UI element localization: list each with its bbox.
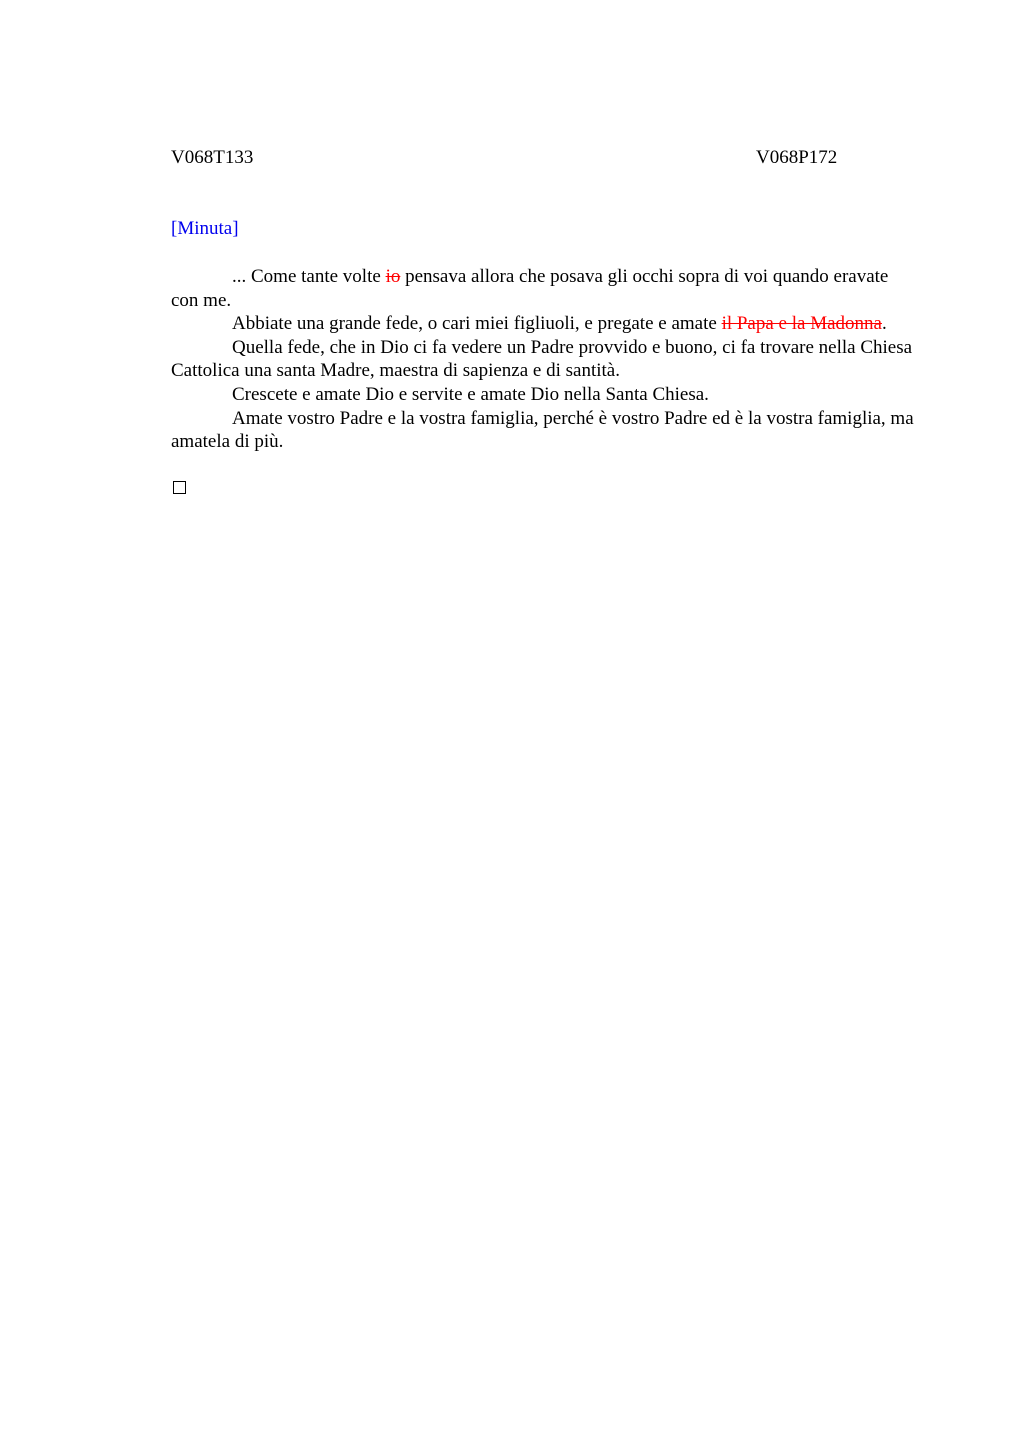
empty-square-icon — [173, 481, 186, 494]
paragraph-1 — [171, 265, 916, 312]
paragraph-2-text-before: Abbiate una grande fede, o cari miei figliuoli, e pregate e amate — [232, 313, 722, 335]
paragraph-2-deletion: il Papa e la Madonna — [721, 313, 882, 335]
minuta-label: [Minuta] — [171, 218, 239, 239]
paragraph-2 — [171, 312, 916, 336]
paragraph-4: Crescete e amate Dio e servite e amate Dio nella Santa Chiesa. — [232, 383, 709, 405]
paragraph-1-text-before: ... Come tante volte — [232, 266, 386, 287]
document-page — [171, 146, 916, 494]
paragraph-1-text-after: pensava allora che posava gli occhi sopra di voi quando eravate con me. — [171, 266, 889, 311]
paragraph-1-deletion: io — [385, 266, 401, 287]
paragraph-3: Quella fede, che in Dio ci fa vedere un Padre provvido e buono, ci fa trovare nella Chiesa Cattolica una santa Madre, maestra di sapienza e di santità. — [171, 336, 913, 382]
letter-body — [171, 265, 916, 454]
document-code-left: V068T133 — [171, 147, 254, 168]
paragraph-5: Amate vostro Padre e la vostra famiglia, perché è vostro Padre ed è la vostra famiglia, ma amatela di più. — [171, 407, 914, 453]
document-header — [171, 146, 916, 170]
document-code-right: V068P172 — [756, 147, 838, 168]
paragraph-2-text-after: . — [881, 313, 887, 335]
